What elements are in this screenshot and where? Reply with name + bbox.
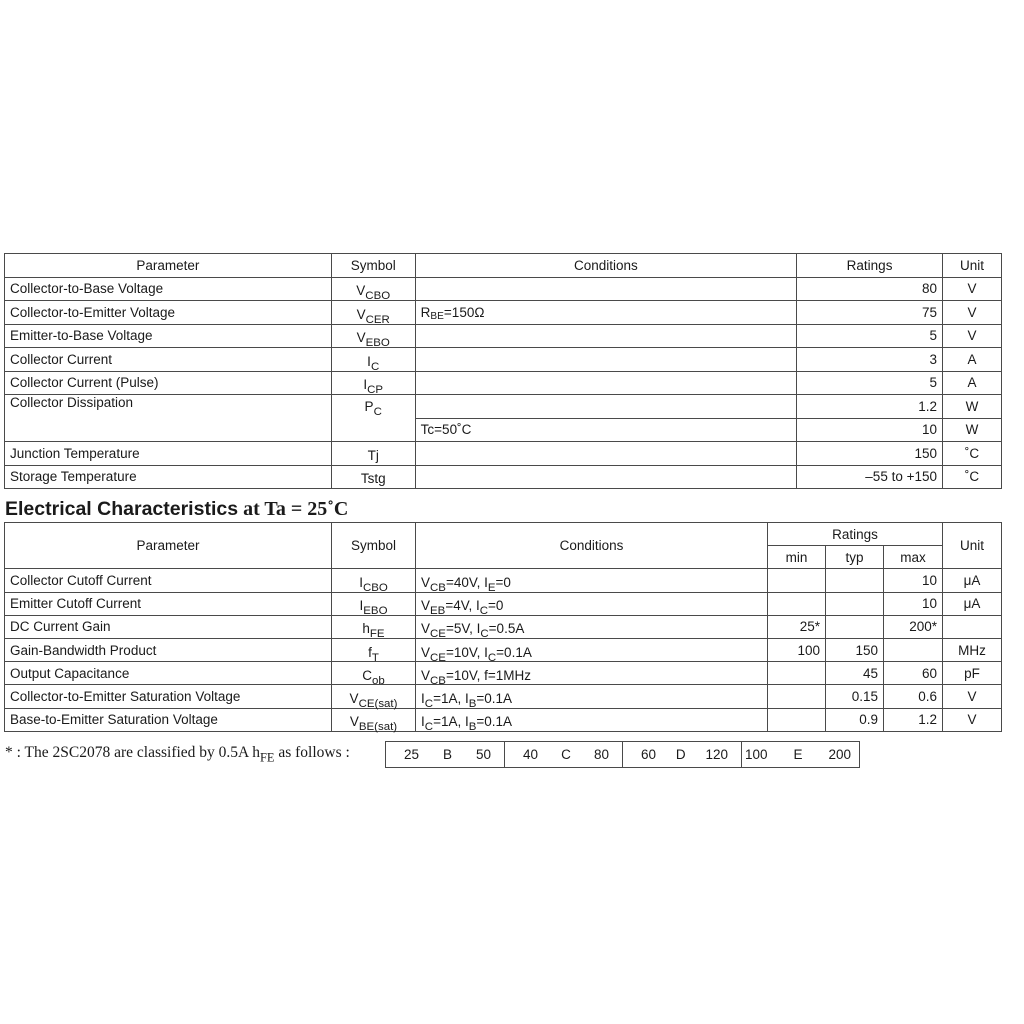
parameter-cell bbox=[5, 324, 332, 348]
symbol-subscript: EBO bbox=[363, 605, 388, 618]
header-conditions: Conditions bbox=[415, 254, 796, 278]
min-value bbox=[768, 662, 826, 685]
min-value bbox=[768, 685, 826, 708]
conditions-cell bbox=[415, 301, 796, 325]
symbol-main: I bbox=[359, 598, 364, 614]
condition-subscript: E bbox=[487, 581, 496, 594]
symbol-cell bbox=[332, 638, 416, 664]
symbol-cell bbox=[331, 277, 415, 301]
min-value bbox=[768, 569, 826, 592]
symbol-subscript: CE(sat) bbox=[358, 697, 398, 710]
note-subscript: FE bbox=[260, 750, 275, 765]
symbol-main: Tj bbox=[367, 447, 379, 463]
header-parameter: Parameter bbox=[5, 254, 332, 278]
unit-value: V bbox=[943, 324, 1002, 348]
classification-high: 200 bbox=[828, 747, 851, 762]
symbol-main: I bbox=[367, 353, 371, 369]
table-row bbox=[5, 442, 1002, 466]
header-min: min bbox=[768, 546, 826, 569]
note-suffix: as follows : bbox=[274, 744, 350, 761]
table-header-row bbox=[5, 254, 1002, 278]
table-header-row bbox=[5, 523, 1002, 546]
table-row bbox=[5, 685, 1002, 708]
conditions-cell bbox=[416, 708, 768, 734]
table-row bbox=[5, 277, 1002, 301]
unit-value: ˚C bbox=[943, 442, 1002, 466]
unit-value: A bbox=[943, 371, 1002, 395]
rating-value: 10 bbox=[797, 418, 943, 442]
conditions-cell bbox=[415, 465, 796, 489]
symbol-main: V bbox=[356, 283, 366, 299]
condition-subscript: B bbox=[468, 697, 477, 710]
table-row bbox=[5, 371, 1002, 395]
header-parameter: Parameter bbox=[5, 523, 332, 569]
heading-condition: at Ta = 25˚C bbox=[238, 498, 349, 520]
symbol-cell bbox=[331, 348, 415, 372]
conditions-main: Tc=50˚C bbox=[420, 422, 472, 438]
condition-part: =0.1A bbox=[476, 714, 513, 730]
classification-high: 50 bbox=[475, 747, 491, 762]
conditions-cell bbox=[416, 569, 768, 592]
hfe-classification-table bbox=[385, 741, 860, 768]
symbol-subscript: T bbox=[371, 651, 379, 664]
symbol-cell bbox=[332, 685, 416, 708]
rating-value: 80 bbox=[797, 277, 943, 301]
parameter-name: Collector Current bbox=[10, 351, 113, 367]
conditions-main: R bbox=[420, 304, 431, 320]
min-value bbox=[768, 708, 826, 731]
parameter-cell: Gain-Bandwidth Product bbox=[5, 638, 332, 661]
header-max: max bbox=[884, 546, 943, 569]
symbol-cell bbox=[331, 442, 415, 466]
condition-subscript: C bbox=[424, 697, 434, 710]
symbol-subscript: CBO bbox=[365, 290, 391, 303]
unit-value: μA bbox=[943, 592, 1002, 615]
max-value: 60 bbox=[884, 662, 943, 685]
condition-subscript: CE bbox=[430, 651, 446, 664]
symbol-cell bbox=[332, 615, 416, 641]
symbol-main: f bbox=[368, 644, 372, 660]
max-value bbox=[884, 638, 943, 661]
rating-value: 3 bbox=[797, 348, 943, 372]
table-row bbox=[5, 662, 1002, 685]
unit-value: pF bbox=[943, 662, 1002, 685]
classification-low: 40 bbox=[523, 747, 539, 762]
symbol-main: I bbox=[359, 574, 363, 590]
condition-subscript: CB bbox=[430, 581, 446, 594]
unit-value: A bbox=[943, 348, 1002, 372]
parameter-cell: Collector-to-Emitter Saturation Voltage bbox=[5, 685, 332, 708]
condition-part: V bbox=[421, 644, 431, 660]
typ-value: 0.15 bbox=[826, 685, 884, 708]
parameter-cell bbox=[5, 395, 332, 442]
min-value bbox=[768, 592, 826, 615]
condition-part: V bbox=[421, 598, 431, 614]
condition-part: =0 bbox=[495, 574, 511, 590]
symbol-main: V bbox=[349, 714, 359, 730]
conditions-cell bbox=[415, 371, 796, 395]
symbol-subscript: C bbox=[373, 406, 382, 419]
symbol-cell bbox=[332, 592, 416, 618]
condition-part: I bbox=[421, 714, 425, 730]
condition-part: V bbox=[421, 574, 431, 590]
unit-value bbox=[943, 615, 1002, 638]
classification-rank: C bbox=[561, 747, 571, 762]
min-value: 100 bbox=[768, 638, 826, 661]
symbol-cell bbox=[332, 569, 416, 592]
header-ratings: Ratings bbox=[768, 523, 943, 546]
table-row bbox=[5, 348, 1002, 372]
conditions-cell bbox=[416, 592, 768, 618]
max-value: 0.6 bbox=[884, 685, 943, 708]
parameter-cell bbox=[5, 465, 332, 489]
classification-group-content bbox=[505, 747, 622, 762]
classification-group bbox=[505, 742, 623, 768]
classification-low: 100 bbox=[745, 747, 768, 762]
parameter-name: Emitter-to-Base Voltage bbox=[10, 328, 153, 344]
classification-low: 60 bbox=[641, 747, 657, 762]
condition-part: =0 bbox=[488, 598, 504, 614]
header-unit: Unit bbox=[943, 254, 1002, 278]
symbol-subscript: CER bbox=[365, 313, 390, 326]
classification-high: 120 bbox=[705, 747, 728, 762]
header-unit: Unit bbox=[943, 523, 1002, 569]
rating-value: 5 bbox=[797, 324, 943, 348]
typ-value bbox=[826, 592, 884, 615]
condition-part: =1A, I bbox=[433, 714, 469, 730]
symbol-cell bbox=[331, 371, 415, 395]
header-ratings: Ratings bbox=[797, 254, 943, 278]
table-row bbox=[5, 569, 1002, 592]
absolute-maximum-ratings-table bbox=[4, 253, 1002, 489]
classification-high: 80 bbox=[593, 747, 609, 762]
classification-low: 25 bbox=[404, 747, 420, 762]
parameter-name: Collector Current (Pulse) bbox=[10, 375, 159, 391]
conditions-cell bbox=[416, 685, 768, 708]
condition-part: =40V, I bbox=[445, 574, 488, 590]
note-prefix: * : The 2SC2078 are classified by 0.5A h bbox=[5, 744, 261, 761]
symbol-main: V bbox=[356, 306, 366, 322]
symbol-subscript: EBO bbox=[365, 337, 390, 350]
condition-part: =0.1A bbox=[476, 690, 513, 706]
classification-group-content bbox=[742, 747, 859, 762]
classification-note bbox=[5, 744, 350, 765]
section-heading bbox=[5, 498, 348, 521]
unit-value: V bbox=[943, 708, 1002, 731]
symbol-cell bbox=[331, 301, 415, 325]
symbol-main: h bbox=[362, 621, 370, 637]
classification-row bbox=[386, 742, 860, 768]
condition-subscript: C bbox=[424, 721, 434, 734]
rating-value: 1.2 bbox=[797, 395, 943, 419]
conditions-cell bbox=[415, 395, 796, 419]
max-value: 10 bbox=[884, 592, 943, 615]
parameter-cell bbox=[5, 277, 332, 301]
condition-part: =1A, I bbox=[433, 690, 469, 706]
symbol-subscript: CP bbox=[367, 384, 384, 397]
parameter-cell: DC Current Gain bbox=[5, 615, 332, 638]
condition-subscript: C bbox=[487, 651, 497, 664]
table-row bbox=[5, 592, 1002, 615]
header-symbol: Symbol bbox=[331, 254, 415, 278]
parameter-cell bbox=[5, 442, 332, 466]
condition-subscript: C bbox=[479, 605, 489, 618]
conditions-tail: =150Ω bbox=[443, 304, 485, 320]
table-row bbox=[5, 638, 1002, 661]
classification-rank: B bbox=[442, 747, 452, 762]
conditions-cell bbox=[416, 662, 768, 685]
conditions-cell bbox=[415, 442, 796, 466]
conditions-cell bbox=[415, 277, 796, 301]
symbol-cell bbox=[331, 395, 415, 442]
parameter-name: Collector-to-Emitter Voltage bbox=[10, 304, 176, 320]
parameter-cell: Base-to-Emitter Saturation Voltage bbox=[5, 708, 332, 731]
parameter-cell bbox=[5, 301, 332, 325]
classification-group-content bbox=[386, 747, 504, 762]
condition-part: I bbox=[421, 690, 425, 706]
symbol-subscript: BE(sat) bbox=[358, 721, 398, 734]
parameter-name: Storage Temperature bbox=[10, 469, 137, 485]
symbol-cell bbox=[332, 662, 416, 685]
header-typ: typ bbox=[826, 546, 884, 569]
rating-value: 5 bbox=[797, 371, 943, 395]
condition-part: =10V, I bbox=[445, 644, 488, 660]
classification-rank: E bbox=[793, 747, 803, 762]
classification-group bbox=[742, 742, 860, 768]
unit-value: W bbox=[943, 395, 1002, 419]
parameter-name: Junction Temperature bbox=[10, 445, 140, 461]
unit-value: W bbox=[943, 418, 1002, 442]
symbol-cell bbox=[331, 465, 415, 489]
typ-value bbox=[826, 615, 884, 638]
parameter-cell: Collector Cutoff Current bbox=[5, 569, 332, 592]
symbol-main: I bbox=[363, 377, 368, 393]
parameter-cell: Output Capacitance bbox=[5, 662, 332, 685]
min-value: 25* bbox=[768, 615, 826, 638]
header-symbol: Symbol bbox=[332, 523, 416, 569]
condition-subscript: CE bbox=[430, 628, 446, 641]
conditions-cell bbox=[416, 638, 768, 664]
symbol-main: P bbox=[364, 399, 374, 414]
condition-part: =0.5A bbox=[488, 621, 525, 637]
condition-subscript: C bbox=[480, 628, 489, 641]
table-row bbox=[5, 301, 1002, 325]
table-row bbox=[5, 465, 1002, 489]
unit-value: ˚C bbox=[943, 465, 1002, 489]
conditions-cell bbox=[415, 324, 796, 348]
symbol-subscript: ob bbox=[371, 674, 385, 687]
unit-value: V bbox=[943, 277, 1002, 301]
table-row bbox=[5, 615, 1002, 638]
symbol-main: C bbox=[362, 667, 372, 683]
table-row bbox=[5, 708, 1002, 731]
unit-value: μA bbox=[943, 569, 1002, 592]
classification-rank: D bbox=[675, 747, 686, 762]
condition-part: =0.1A bbox=[496, 644, 532, 660]
max-value: 10 bbox=[884, 569, 943, 592]
condition-part: =5V, I bbox=[445, 621, 481, 637]
condition-part: =4V, I bbox=[445, 598, 480, 614]
conditions-cell bbox=[415, 348, 796, 372]
max-value: 200* bbox=[884, 615, 943, 638]
symbol-main: Tstg bbox=[360, 471, 386, 487]
table-row bbox=[5, 324, 1002, 348]
parameter-name: Collector Dissipation bbox=[10, 395, 134, 410]
unit-value: V bbox=[943, 301, 1002, 325]
condition-part: =10V, f=1MHz bbox=[445, 667, 532, 683]
condition-subscript: B bbox=[468, 721, 477, 734]
symbol-subscript: CBO bbox=[362, 581, 388, 594]
symbol-subscript: FE bbox=[369, 628, 385, 641]
conditions-cell bbox=[416, 615, 768, 641]
typ-value: 45 bbox=[826, 662, 884, 685]
symbol-subscript: C bbox=[370, 360, 380, 373]
heading-title: Electrical Characteristics bbox=[5, 498, 239, 520]
condition-part: V bbox=[421, 667, 431, 683]
rating-value: –55 to +150 bbox=[797, 465, 943, 489]
max-value: 1.2 bbox=[884, 708, 943, 731]
parameter-cell bbox=[5, 348, 332, 372]
condition-subscript: CB bbox=[430, 674, 446, 687]
symbol-cell bbox=[332, 708, 416, 734]
symbol-main: V bbox=[356, 330, 366, 346]
condition-part: V bbox=[421, 621, 431, 637]
typ-value: 150 bbox=[826, 638, 884, 661]
unit-value: V bbox=[943, 685, 1002, 708]
classification-group bbox=[386, 742, 505, 768]
symbol-main: V bbox=[349, 690, 359, 706]
conditions-subscript: BE bbox=[430, 310, 444, 322]
conditions-cell bbox=[415, 418, 796, 442]
classification-group-content bbox=[623, 747, 741, 762]
typ-value: 0.9 bbox=[826, 708, 884, 731]
rating-value: 75 bbox=[797, 301, 943, 325]
parameter-cell: Emitter Cutoff Current bbox=[5, 592, 332, 615]
condition-subscript: EB bbox=[430, 605, 446, 618]
header-conditions: Conditions bbox=[416, 523, 768, 569]
table-row bbox=[5, 395, 1002, 419]
typ-value bbox=[826, 569, 884, 592]
parameter-cell bbox=[5, 371, 332, 395]
electrical-characteristics-table bbox=[4, 522, 1002, 732]
unit-value: MHz bbox=[943, 638, 1002, 661]
parameter-name: Collector-to-Base Voltage bbox=[10, 281, 164, 297]
symbol-cell bbox=[331, 324, 415, 348]
classification-group bbox=[623, 742, 742, 768]
rating-value: 150 bbox=[797, 442, 943, 466]
